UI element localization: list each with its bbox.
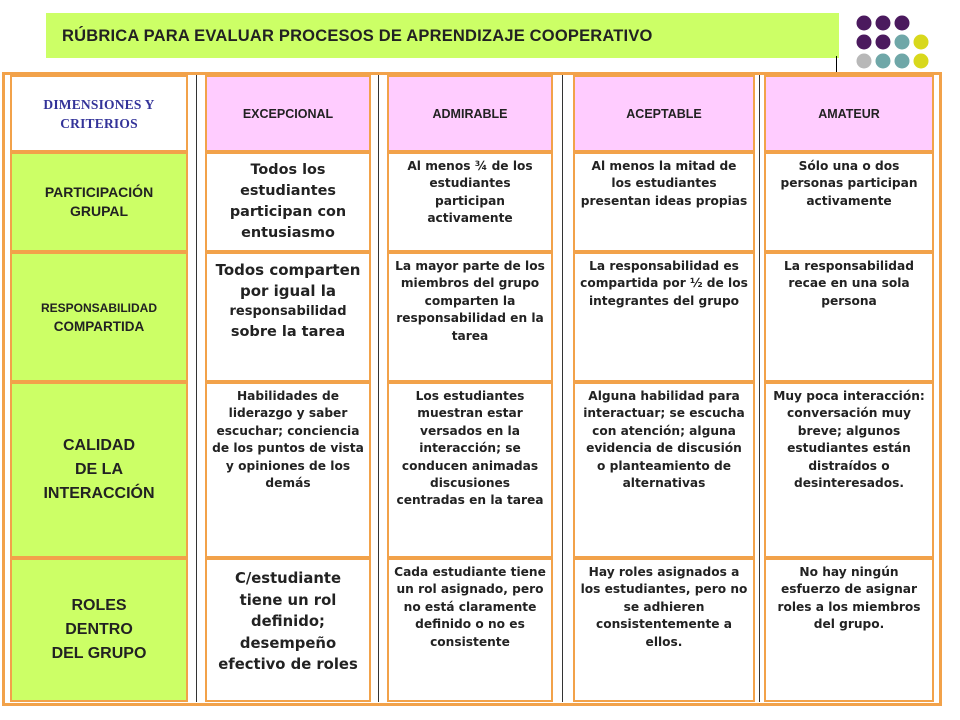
decorative-dot	[895, 35, 910, 50]
level-header-amateur	[764, 75, 934, 152]
cell-calidad-admirable	[387, 382, 553, 558]
cell-participacion-admirable	[387, 152, 553, 252]
row-label-line: CALIDAD	[63, 437, 135, 454]
cell-text: Al menos ¾ de los estudiantes participan activamente	[407, 159, 533, 226]
cell-roles-excepcional	[205, 558, 371, 702]
cell-text: No hay ningún esfuerzo de asignar roles a los miembros del grupo.	[777, 565, 921, 632]
decorative-dot	[876, 35, 891, 50]
cell-text: Habilidades de liderazgo y saber escuchar; conciencia de los puntos de vista y opiniones de los demás	[212, 389, 364, 491]
cell-text-part: responsabilidad	[229, 304, 347, 319]
cell-participacion-excepcional	[205, 152, 371, 252]
decorative-dot	[857, 54, 872, 69]
row-label-calidad	[10, 382, 188, 558]
cell-calidad-aceptable	[573, 382, 755, 558]
level-header-label: AMATEUR	[818, 106, 880, 121]
level-header-admirable	[387, 75, 553, 152]
title-banner	[46, 13, 839, 58]
row-label-line: DE LA	[75, 461, 123, 478]
row-label-line: GRUPAL	[69, 203, 129, 219]
cell-participacion-aceptable	[573, 152, 755, 252]
cell-calidad-excepcional	[205, 382, 371, 558]
cell-roles-amateur	[764, 558, 934, 702]
row-label-line: ROLES	[71, 597, 127, 614]
row-label-roles	[10, 558, 188, 702]
level-header-label: ACEPTABLE	[626, 106, 702, 121]
cell-responsabilidad-amateur	[764, 252, 934, 382]
cell-text: Hay roles asignados a los estudiantes, pero no se adhieren consistentemente a ellos.	[580, 565, 748, 649]
cell-text: La responsabilidad es compartida por ½ de los integrantes del grupo	[580, 259, 748, 308]
cell-responsabilidad-excepcional	[205, 252, 371, 382]
row-label-line: RESPONSABILIDAD	[40, 300, 157, 315]
row-label-line: INTERACCIÓN	[43, 485, 155, 502]
cell-text: Todos los estudiantes participan con entusiasmo	[229, 162, 347, 241]
decorative-dot	[914, 54, 929, 69]
cell-responsabilidad-admirable	[387, 252, 553, 382]
cell-text: Al menos la mitad de los estudiantes presentan ideas propias	[580, 159, 748, 208]
cell-text: La mayor parte de los miembros del grupo comparten la responsabilidad en la tarea	[395, 259, 545, 343]
cell-text: Muy poca interacción: conversación muy breve; algunos estudiantes están distraídos o desinteresados.	[773, 389, 925, 491]
level-header-aceptable	[573, 75, 755, 152]
cell-text-part: Todos comparten por igual la	[215, 261, 361, 300]
decorative-dot	[876, 54, 891, 69]
page-title: RÚBRICA PARA EVALUAR PROCESOS DE APRENDIZAJE COOPERATIVO	[62, 27, 653, 45]
decorative-dot	[857, 35, 872, 50]
row-label-line: DENTRO	[65, 621, 133, 638]
row-label-line: DEL GRUPO	[51, 645, 147, 662]
cell-roles-admirable	[387, 558, 553, 702]
decorative-dot	[914, 35, 929, 50]
decorative-dot	[895, 16, 910, 31]
cell-text: Los estudiantes muestran estar versados en la interacción; se conducen animadas discusiones centradas en la tarea	[396, 389, 544, 508]
cell-calidad-amateur	[764, 382, 934, 558]
cell-text: La responsabilidad recae en una sola persona	[784, 259, 914, 308]
row-label-line: COMPARTIDA	[53, 318, 145, 334]
cell-roles-aceptable	[573, 558, 755, 702]
level-header-excepcional	[205, 75, 371, 152]
decorative-dot	[876, 16, 891, 31]
criteria-header	[10, 75, 188, 152]
row-label-responsabilidad	[10, 252, 188, 382]
criteria-header-label: DIMENSIONES Y CRITERIOS	[43, 96, 155, 131]
column-separator	[196, 75, 197, 702]
cell-text: Cada estudiante tiene un rol asignado, pero no está claramente definido o no es consistente	[394, 565, 546, 649]
cell-text: C/estudiante tiene un rol definido; desempeño efectivo de roles	[218, 570, 358, 673]
cell-text: Sólo una o dos personas participan activamente	[780, 159, 918, 208]
row-label-participacion	[10, 152, 188, 252]
cell-text: Alguna habilidad para interactuar; se escucha con atención; alguna evidencia de discusión o planteamiento de alternativas	[583, 389, 745, 491]
level-header-label: ADMIRABLE	[432, 106, 508, 121]
column-separator	[562, 75, 563, 702]
cell-text	[212, 260, 364, 343]
level-header-label: EXCEPCIONAL	[242, 106, 334, 121]
decorative-dot	[895, 54, 910, 69]
column-separator	[378, 75, 379, 702]
row-label-line: PARTICIPACIÓN	[44, 184, 154, 200]
column-separator	[759, 75, 760, 702]
decorative-dot	[857, 16, 872, 31]
cell-participacion-amateur	[764, 152, 934, 252]
cell-text-part: sobre la tarea	[230, 324, 346, 340]
cell-responsabilidad-aceptable	[573, 252, 755, 382]
